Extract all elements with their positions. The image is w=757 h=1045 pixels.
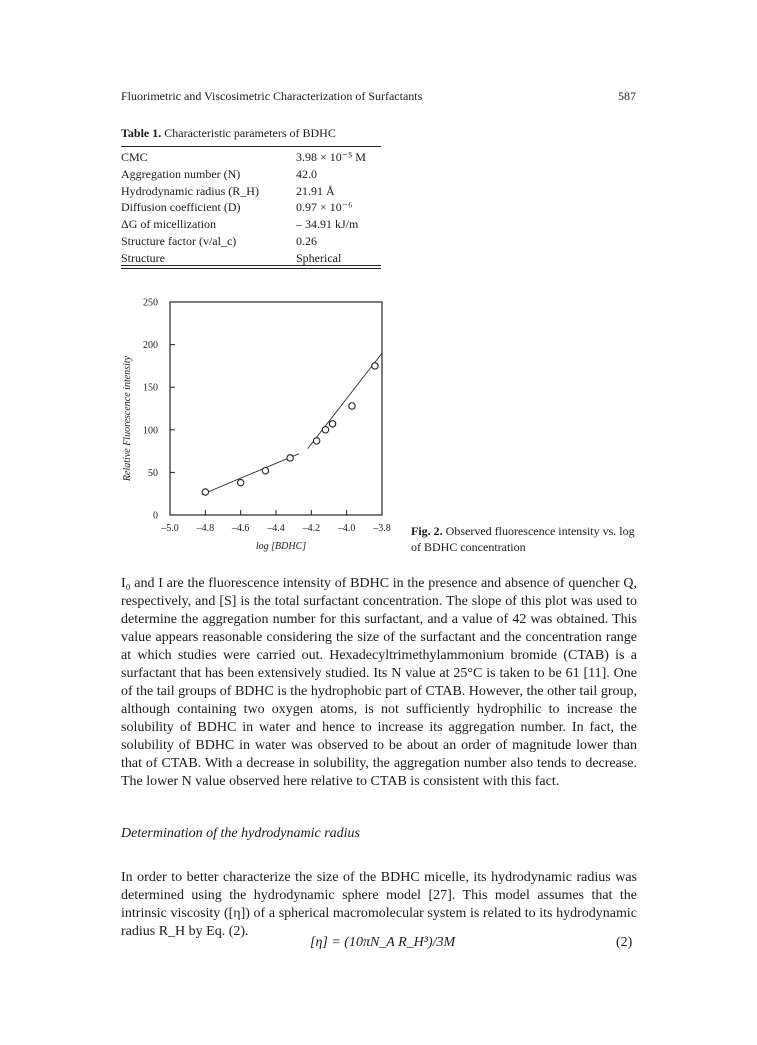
page-number: 587 <box>618 89 636 103</box>
x-tick-label: –5.0 <box>161 523 179 534</box>
table-row-label: Hydrodynamic radius (R_H) <box>121 183 259 198</box>
y-tick-label: 200 <box>143 340 158 352</box>
table-row-label: ΔG of micellization <box>121 217 217 232</box>
table-row <box>121 167 381 184</box>
body-paragraph-1 <box>121 575 637 791</box>
data-point <box>349 403 355 409</box>
table-bottom-rule-double <box>121 268 381 269</box>
table-row-value: 21.91 Å <box>296 183 335 198</box>
table-row-label: CMC <box>121 150 148 164</box>
table-row <box>121 184 381 201</box>
table-row-value: – 34.91 kJ/m <box>296 217 359 232</box>
section-heading: Determination of the hydrodynamic radius <box>121 826 361 841</box>
data-point <box>322 427 328 433</box>
paragraph-text: I₀ and I are the fluorescence intensity of BDHC in the presence and absence of quencher Q, respectively, and [S] is the total surfactant concentration. The slope of this plot was used to determine the aggregation number for this surfactant, and a value of 42 was obtained. This value appears reasonable considering the size of the surfactant and the concentration range at which studies were carried out. Hexadecyltrimethylammonium bromide (CTAB) is a surfactant that has been extensively studied. Its N value at 25°C is taken to be 61 [11]. One of the tail groups of BDHC is the hydrophobic part of CTAB. However, the other tail group, although containing two oxygen atoms, is not sufficiently hydrophilic to increase the solubility of BDHC in water and hence to increase its aggregation number. In fact, the solubility of BDHC in water was observed to be about an order of magnitude lower than that of CTAB. With a decrease in solubility, the aggregation number also tends to decrease. The lower N value observed here relative to CTAB is consistent with this fact. <box>121 576 637 789</box>
figure-caption-text: Observed fluorescence intensity vs. log of BDHC concentration <box>411 524 635 554</box>
table-row <box>121 150 381 167</box>
figure-caption <box>411 523 641 555</box>
y-tick-label: 250 <box>143 297 158 309</box>
table-row <box>121 217 381 234</box>
y-tick-label: 50 <box>148 467 158 479</box>
table-caption <box>121 126 336 141</box>
x-axis-label: log [BDHC] <box>255 541 307 552</box>
data-point <box>372 363 378 369</box>
y-tick-label: 0 <box>153 510 158 522</box>
parameters-table <box>121 150 381 268</box>
equation: [η] = (10πN_A R_H³)/3M <box>310 935 456 950</box>
table-row-label: Aggregation number (N) <box>121 166 241 181</box>
y-tick-label: 150 <box>143 382 158 394</box>
data-point <box>329 421 335 427</box>
running-title: Fluorimetric and Viscosimetric Characterization of Surfactants <box>121 89 423 103</box>
table-label: Table 1. <box>121 126 162 140</box>
table-row-value: 42.0 <box>296 166 317 181</box>
table-row-value: 0.26 <box>296 233 317 248</box>
equation-number: (2) <box>616 935 633 950</box>
table-top-rule <box>121 146 381 147</box>
table-row <box>121 234 381 251</box>
table-row-value: Spherical <box>296 250 342 265</box>
y-axis-label: Relative Fluorescence intensity <box>122 355 133 482</box>
figure-label: Fig. 2. <box>411 524 443 538</box>
fit-line <box>202 454 299 495</box>
x-tick-label: –4.0 <box>337 523 356 534</box>
x-tick-label: –4.6 <box>231 523 250 534</box>
data-point <box>262 467 268 473</box>
data-point <box>202 489 208 495</box>
table-row-label: Diffusion coefficient (D) <box>121 200 241 215</box>
x-tick-label: –4.8 <box>196 523 215 534</box>
fit-line <box>308 353 382 448</box>
fluorescence-chart <box>110 290 400 560</box>
table-title: Characteristic parameters of BDHC <box>164 126 336 140</box>
table-row-label: Structure <box>121 250 165 265</box>
x-tick-label: –4.4 <box>267 523 285 534</box>
data-point <box>313 438 319 444</box>
y-tick-label: 100 <box>143 425 158 437</box>
x-tick-label: –4.2 <box>302 523 321 534</box>
data-point <box>237 479 243 485</box>
table-row-label: Structure factor (v/al_c) <box>121 233 237 248</box>
x-tick-label: –3.8 <box>373 523 391 534</box>
data-point <box>287 455 293 461</box>
table-row-value: 0.97 × 10⁻⁶ <box>296 200 353 215</box>
table-bottom-rule <box>121 265 381 266</box>
table-row-value: 3.98 × 10⁻⁵ M <box>296 150 366 164</box>
paragraph-text: In order to better characterize the size of the BDHC micelle, its hydrodynamic radius was determined using the hydrodynamic sphere model [27]. This model assumes that the intrinsic viscosity ([η]) of a spherical macromolecular system is related to its hydrodynamic radius R_H by Eq. (2). <box>121 870 637 939</box>
table-row <box>121 200 381 217</box>
